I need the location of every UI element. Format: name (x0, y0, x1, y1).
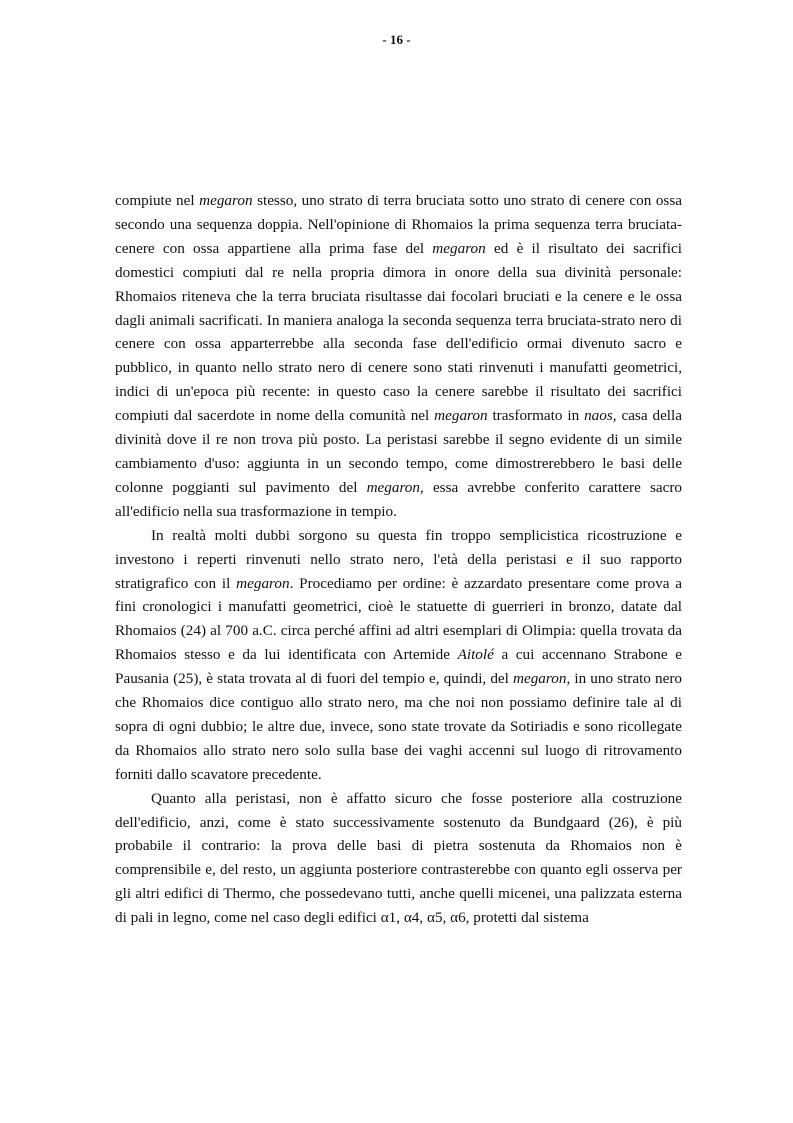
text-run: a cui accennano Strabone e Pausania (25), è stata trovata al di fuori del tempio e, quindi, del (115, 646, 682, 688)
italic-term: megaron (434, 407, 488, 425)
italic-term: Aitolé (457, 646, 494, 664)
paragraph-3 (115, 787, 682, 930)
text-run: In realtà molti dubbi sorgono su questa fin troppo semplicistica ricostruzione e investono i reperti rinvenuti nello strato nero, l'età della peristasi e il suo rapporto stratigrafico con il (115, 526, 682, 592)
italic-term: megaron (432, 239, 486, 257)
text-run: , casa della divinità dove il re non trova più posto. La peristasi sarebbe il segno evidente di un simile cambiamento d'uso: aggiunta in un secondo tempo, come dimostrerebbero le basi delle colonne poggianti sul pavimento del (115, 407, 682, 496)
body-text (115, 189, 682, 930)
page-number: - 16 - (382, 32, 411, 47)
text-run: . Procediamo per ordine: è azzardato presentare come prova a fini cronologici i manufatti geometrici, cioè le statuette di guerrieri in bronzo, datate dal Rhomaios (24) al 700 a.C. circa perché affini ad altri esemplari di Olimpia: quella trovata da Rhomaios stesso e da lui identificata con Artemide (115, 574, 683, 664)
italic-term: megaron (199, 192, 253, 209)
italic-term: megaron (236, 574, 290, 592)
italic-term: megaron (366, 478, 420, 496)
italic-term: naos (584, 407, 613, 425)
text-run: trasformato in (487, 407, 585, 425)
text-run: , in uno strato nero che Rhomaios dice contiguo allo strato nero, ma che noi non possiamo definire tale al di sopra di ogni dubbio; le altre due, invece, sono state trovate da Sotiriadis e sono ricollegate da Rhomaios allo strato nero solo sulla base dei vaghi accenni sul luogo di ritrovamento forniti dallo scavatore precedente. (115, 670, 682, 783)
paragraph-2 (115, 524, 682, 787)
paragraph-1 (115, 189, 682, 524)
text-run: stesso, uno strato di terra bruciata sotto uno strato di cenere con ossa secondo una sequenza doppia. Nell'opinione di Rhomaios la prima sequenza terra bruciata-cenere con ossa appartiene alla prima fase del (115, 192, 682, 257)
text-run: Quanto alla peristasi, non è affatto sicuro che fosse posteriore alla costruzione dell'edificio, anzi, come è stato successivamente sostenuto da Bundgaard (26), è più probabile il contrario: la prova delle basi di pietra sostenuta da Rhomaios non è comprensibile e, del resto, un aggiunta posteriore contrasterebbe con quanto egli osserva per gli altri edifici di Thermo, che possedevano tutti, anche quelli micenei, una palizzata esterna di pali in legno, come nel caso degli edifici α1, α4, α5, α6, protetti dal sistema (115, 789, 682, 927)
text-run: compiute nel (115, 192, 200, 209)
italic-term: megaron (513, 670, 567, 688)
text-run: ed è il risultato dei sacrifici domestici compiuti dal re nella propria dimora in onore della sua divinità personale: Rhomaios riteneva che la terra bruciata risultasse dai focolari bruciati e la cenere e le ossa dagli animali sacrificati. In maniera analoga la seconda sequenza terra bruciata-strato nero di cenere con ossa apparterrebbe alla seconda fase dell'edificio ormai divenuto sacro e pubblico, in quanto nello strato nero di cenere sono stati rinvenuti i manufatti geometrici, indici di un'epoca più recente: in questo caso la cenere sarebbe il risultato dei sacrifici compiuti dal sacerdote in nome della comunità nel (115, 239, 682, 425)
text-run: , essa avrebbe conferito carattere sacro all'edificio nella sua trasformazione in tempio. (115, 478, 682, 520)
